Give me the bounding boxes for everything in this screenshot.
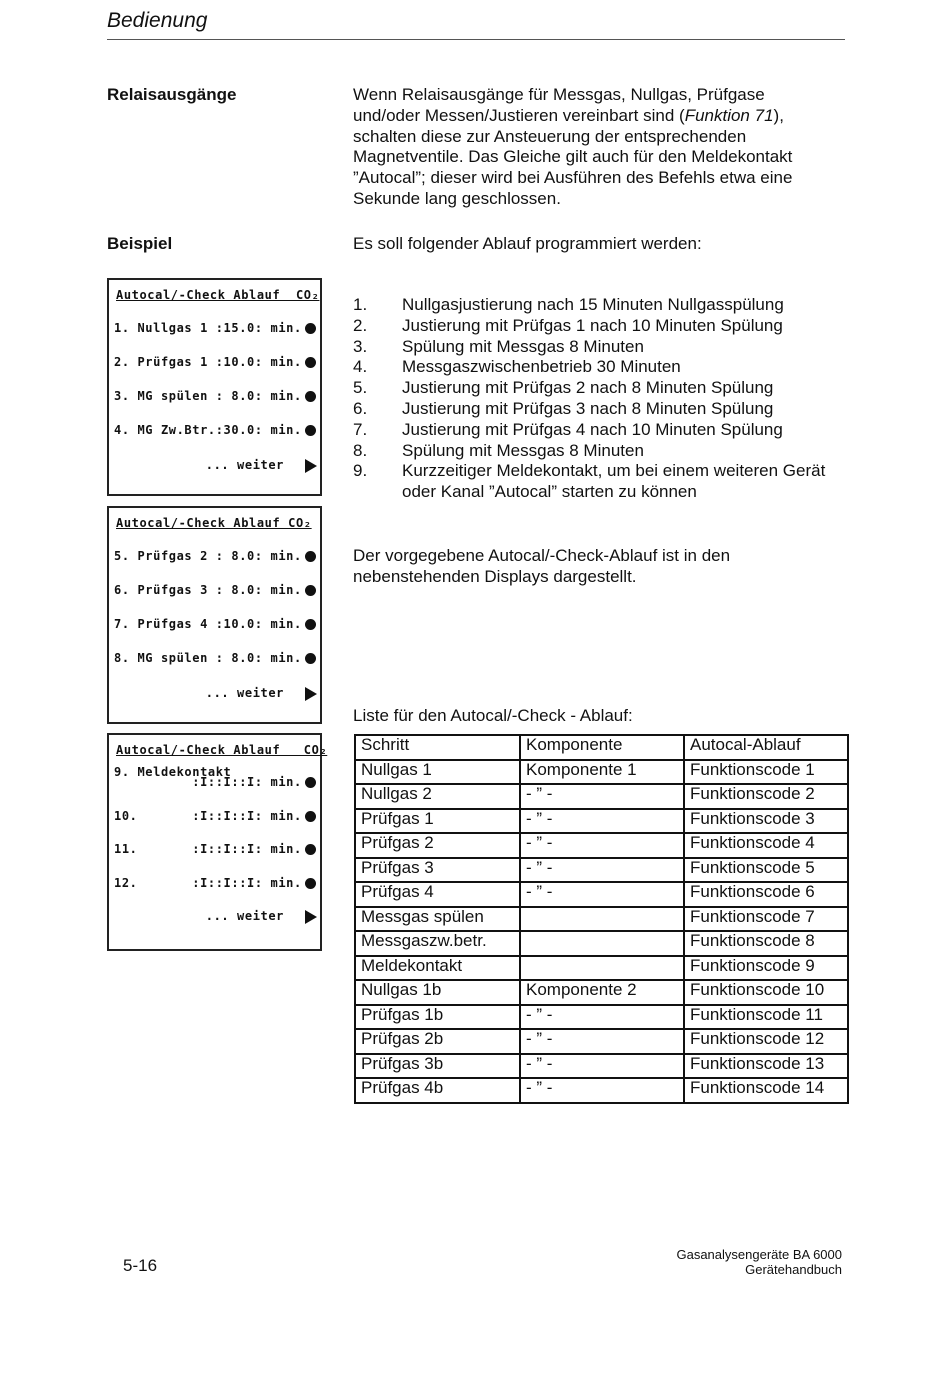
display-row-text: 2. Prüfgas 1 :10.0: min. xyxy=(114,355,302,369)
table-cell: - ” - xyxy=(520,784,684,809)
table-cell: Funktionscode 14 xyxy=(684,1078,848,1103)
table-cell: Prüfgas 2b xyxy=(355,1029,520,1054)
table-cell: - ” - xyxy=(520,1005,684,1030)
list-item-number: 7. xyxy=(353,419,368,439)
display-row-text: 8. MG spülen : 8.0: min. xyxy=(114,651,302,665)
table-caption: Liste für den Autocal/-Check - Ablauf: xyxy=(353,706,633,725)
page-header-title: Bedienung xyxy=(107,9,208,32)
table-row xyxy=(355,809,848,834)
display-row-text: 6. Prüfgas 3 : 8.0: min. xyxy=(114,583,302,597)
footer-doc-info xyxy=(676,1247,842,1277)
display-note: Der vorgegebene Autocal/-Check-Ablauf ist in den nebenstehenden Displays dargestellt. xyxy=(353,546,731,586)
table-cell: - ” - xyxy=(520,858,684,883)
display-row xyxy=(114,876,314,892)
table-cell: Nullgas 1b xyxy=(355,980,520,1005)
table-cell: Messgas spülen xyxy=(355,907,520,932)
bullet-icon xyxy=(305,425,316,436)
table-cell: Komponente 2 xyxy=(520,980,684,1005)
header-rule xyxy=(107,39,845,40)
table-cell: Funktionscode 7 xyxy=(684,907,848,932)
list-item-number: 8. xyxy=(353,440,368,460)
list-item-number: 5. xyxy=(353,378,368,398)
footer-line-1: Gasanalysengeräte BA 6000 xyxy=(676,1247,842,1262)
table-cell xyxy=(520,931,684,956)
display-row-text: 9. Meldekontakt xyxy=(114,765,232,779)
list-item-text: Justierung mit Prüfgas 3 nach 8 Minuten Spülung xyxy=(402,398,774,418)
list-item-number: 9. xyxy=(353,461,368,481)
relais-text-a: Wenn Relaisausgänge für Messgas, Nullgas, Prüfgase und/oder Messen/Justieren vereinbart sind ( xyxy=(353,85,765,125)
display-more-row xyxy=(114,686,314,702)
list-item-text: Spülung mit Messgas 8 Minuten xyxy=(402,440,644,460)
list-item-text: Nullgasjustierung nach 15 Minuten Nullgasspülung xyxy=(402,295,784,314)
table-row xyxy=(355,858,848,883)
list-item-number: 4. xyxy=(353,357,368,377)
display-row-text: :I::I::I: min. xyxy=(114,775,302,789)
table-cell: Funktionscode 10 xyxy=(684,980,848,1005)
display-title: Autocal/-Check Ablauf CO₂ xyxy=(116,288,320,302)
bullet-icon xyxy=(305,811,316,822)
table-cell: Komponente 1 xyxy=(520,760,684,785)
table-row xyxy=(355,1054,848,1079)
list-item xyxy=(353,461,842,503)
table-row xyxy=(355,907,848,932)
table-cell: - ” - xyxy=(520,809,684,834)
list-item xyxy=(353,399,853,420)
table-cell: Prüfgas 1b xyxy=(355,1005,520,1030)
display-row-text: 10. :I::I::I: min. xyxy=(114,809,302,823)
table-row xyxy=(355,980,848,1005)
bullet-icon xyxy=(305,323,316,334)
table-cell: - ” - xyxy=(520,1054,684,1079)
table-cell: - ” - xyxy=(520,833,684,858)
display-row xyxy=(114,583,314,599)
bullet-icon xyxy=(305,585,316,596)
display-row xyxy=(114,355,314,371)
table-row xyxy=(355,931,848,956)
display-row-text: 3. MG spülen : 8.0: min. xyxy=(114,389,302,403)
list-item-text: Messgaszwischenbetrieb 30 Minuten xyxy=(402,357,681,377)
list-item xyxy=(353,441,853,462)
table-row xyxy=(355,833,848,858)
list-item xyxy=(353,378,853,399)
list-item xyxy=(353,357,853,378)
autocal-table xyxy=(354,734,849,1104)
display-panel-1 xyxy=(107,278,322,496)
display-row-text: 5. Prüfgas 2 : 8.0: min. xyxy=(114,549,302,563)
relais-function-ref: Funktion 71 xyxy=(684,105,774,125)
table-cell: Funktionscode 3 xyxy=(684,809,848,834)
table-row xyxy=(355,1078,848,1103)
table-cell: Funktionscode 12 xyxy=(684,1029,848,1054)
table-cell: Prüfgas 3 xyxy=(355,858,520,883)
list-item-text: Justierung mit Prüfgas 4 nach 10 Minuten Spülung xyxy=(402,419,783,439)
table-cell: Prüfgas 1 xyxy=(355,809,520,834)
display-row-text: 1. Nullgas 1 :15.0: min. xyxy=(114,321,302,335)
bullet-icon xyxy=(305,777,316,788)
display-row-text: 4. MG Zw.Btr.:30.0: min. xyxy=(114,423,302,437)
weiter-label: ... weiter xyxy=(205,458,284,472)
list-item-number: 1. xyxy=(353,295,368,314)
table-cell: - ” - xyxy=(520,1029,684,1054)
bullet-icon xyxy=(305,619,316,630)
table-header-cell: Autocal-Ablauf xyxy=(684,735,848,760)
table-cell: Funktionscode 9 xyxy=(684,956,848,981)
table-cell: Prüfgas 3b xyxy=(355,1054,520,1079)
display-row xyxy=(114,809,314,825)
bullet-icon xyxy=(305,357,316,368)
display-row-text: 7. Prüfgas 4 :10.0: min. xyxy=(114,617,302,631)
list-item xyxy=(353,420,853,441)
table-cell: Prüfgas 2 xyxy=(355,833,520,858)
list-item-number: 6. xyxy=(353,398,368,418)
list-item xyxy=(353,337,853,358)
table-cell: Nullgas 1 xyxy=(355,760,520,785)
table-cell: Nullgas 2 xyxy=(355,784,520,809)
table-cell: Funktionscode 13 xyxy=(684,1054,848,1079)
display-more-row xyxy=(114,909,314,925)
table-row xyxy=(355,882,848,907)
display-row-text: 12. :I::I::I: min. xyxy=(114,876,302,890)
display-row-text: 11. :I::I::I: min. xyxy=(114,842,302,856)
display-row xyxy=(114,549,314,565)
table-row xyxy=(355,760,848,785)
list-item xyxy=(353,316,853,337)
relais-text-b: ), schalten diese zur Ansteuerung der entsprechenden Magnetventile. Das Gleiche gilt auch für den Meldekontakt ”Autocal”; dieser wird bei Ausführen des Befehls etwa eine Sekunde lang geschlossen. xyxy=(353,105,793,208)
list-item-number: 3. xyxy=(353,336,368,356)
heading-beispiel: Beispiel xyxy=(107,234,173,253)
list-item-number: 2. xyxy=(353,315,368,335)
display-row xyxy=(114,842,314,858)
table-cell: Funktionscode 1 xyxy=(684,760,848,785)
display-row xyxy=(114,321,314,337)
table-cell: Funktionscode 11 xyxy=(684,1005,848,1030)
display-row xyxy=(114,617,314,633)
arrow-right-icon xyxy=(305,459,317,473)
page-number: 5-16 xyxy=(123,1256,158,1275)
display-row xyxy=(114,765,314,791)
display-title: Autocal/-Check Ablauf CO₂ xyxy=(116,743,328,757)
arrow-right-icon xyxy=(305,910,317,924)
bullet-icon xyxy=(305,391,316,402)
table-cell xyxy=(520,907,684,932)
list-item-text: Spülung mit Messgas 8 Minuten xyxy=(402,336,644,356)
display-row xyxy=(114,423,314,439)
table-header-cell: Schritt xyxy=(355,735,520,760)
display-row xyxy=(114,651,314,667)
table-cell: Funktionscode 4 xyxy=(684,833,848,858)
table-cell: Funktionscode 5 xyxy=(684,858,848,883)
steps-list xyxy=(353,295,853,503)
list-item-text: Kurzzeitiger Meldekontakt, um bei einem weiteren Gerät oder Kanal ”Autocal” starten zu können xyxy=(402,461,826,502)
display-panel-2 xyxy=(107,506,322,724)
display-row xyxy=(114,389,314,405)
table-row xyxy=(355,784,848,809)
display-panel-3 xyxy=(107,733,328,951)
bullet-icon xyxy=(305,653,316,664)
list-item-text: Justierung mit Prüfgas 1 nach 10 Minuten Spülung xyxy=(402,315,783,335)
table-cell: Prüfgas 4 xyxy=(355,882,520,907)
beispiel-intro: Es soll folgender Ablauf programmiert werden: xyxy=(353,234,702,253)
list-item-text: Justierung mit Prüfgas 2 nach 8 Minuten Spülung xyxy=(402,378,774,398)
footer-line-2: Gerätehandbuch xyxy=(745,1262,842,1277)
bullet-icon xyxy=(305,551,316,562)
bullet-icon xyxy=(305,878,316,889)
weiter-label: ... weiter xyxy=(205,686,284,700)
display-title: Autocal/-Check Ablauf CO₂ xyxy=(116,516,312,530)
weiter-label: ... weiter xyxy=(205,909,284,923)
table-cell: - ” - xyxy=(520,882,684,907)
table-header-row xyxy=(355,735,848,760)
display-more-row xyxy=(114,458,314,474)
heading-relaisausgaenge: Relaisausgänge xyxy=(107,85,237,104)
table-cell: Prüfgas 4b xyxy=(355,1078,520,1103)
arrow-right-icon xyxy=(305,687,317,701)
table-row xyxy=(355,1005,848,1030)
table-header-cell: Komponente xyxy=(520,735,684,760)
table-row xyxy=(355,956,848,981)
table-cell: - ” - xyxy=(520,1078,684,1103)
table-cell: Messgaszw.betr. xyxy=(355,931,520,956)
table-cell: Funktionscode 6 xyxy=(684,882,848,907)
table-cell: Funktionscode 2 xyxy=(684,784,848,809)
relais-paragraph xyxy=(353,85,823,210)
table-cell: Meldekontakt xyxy=(355,956,520,981)
list-item xyxy=(353,295,853,316)
table-row xyxy=(355,1029,848,1054)
table-cell xyxy=(520,956,684,981)
bullet-icon xyxy=(305,844,316,855)
table-cell: Funktionscode 8 xyxy=(684,931,848,956)
